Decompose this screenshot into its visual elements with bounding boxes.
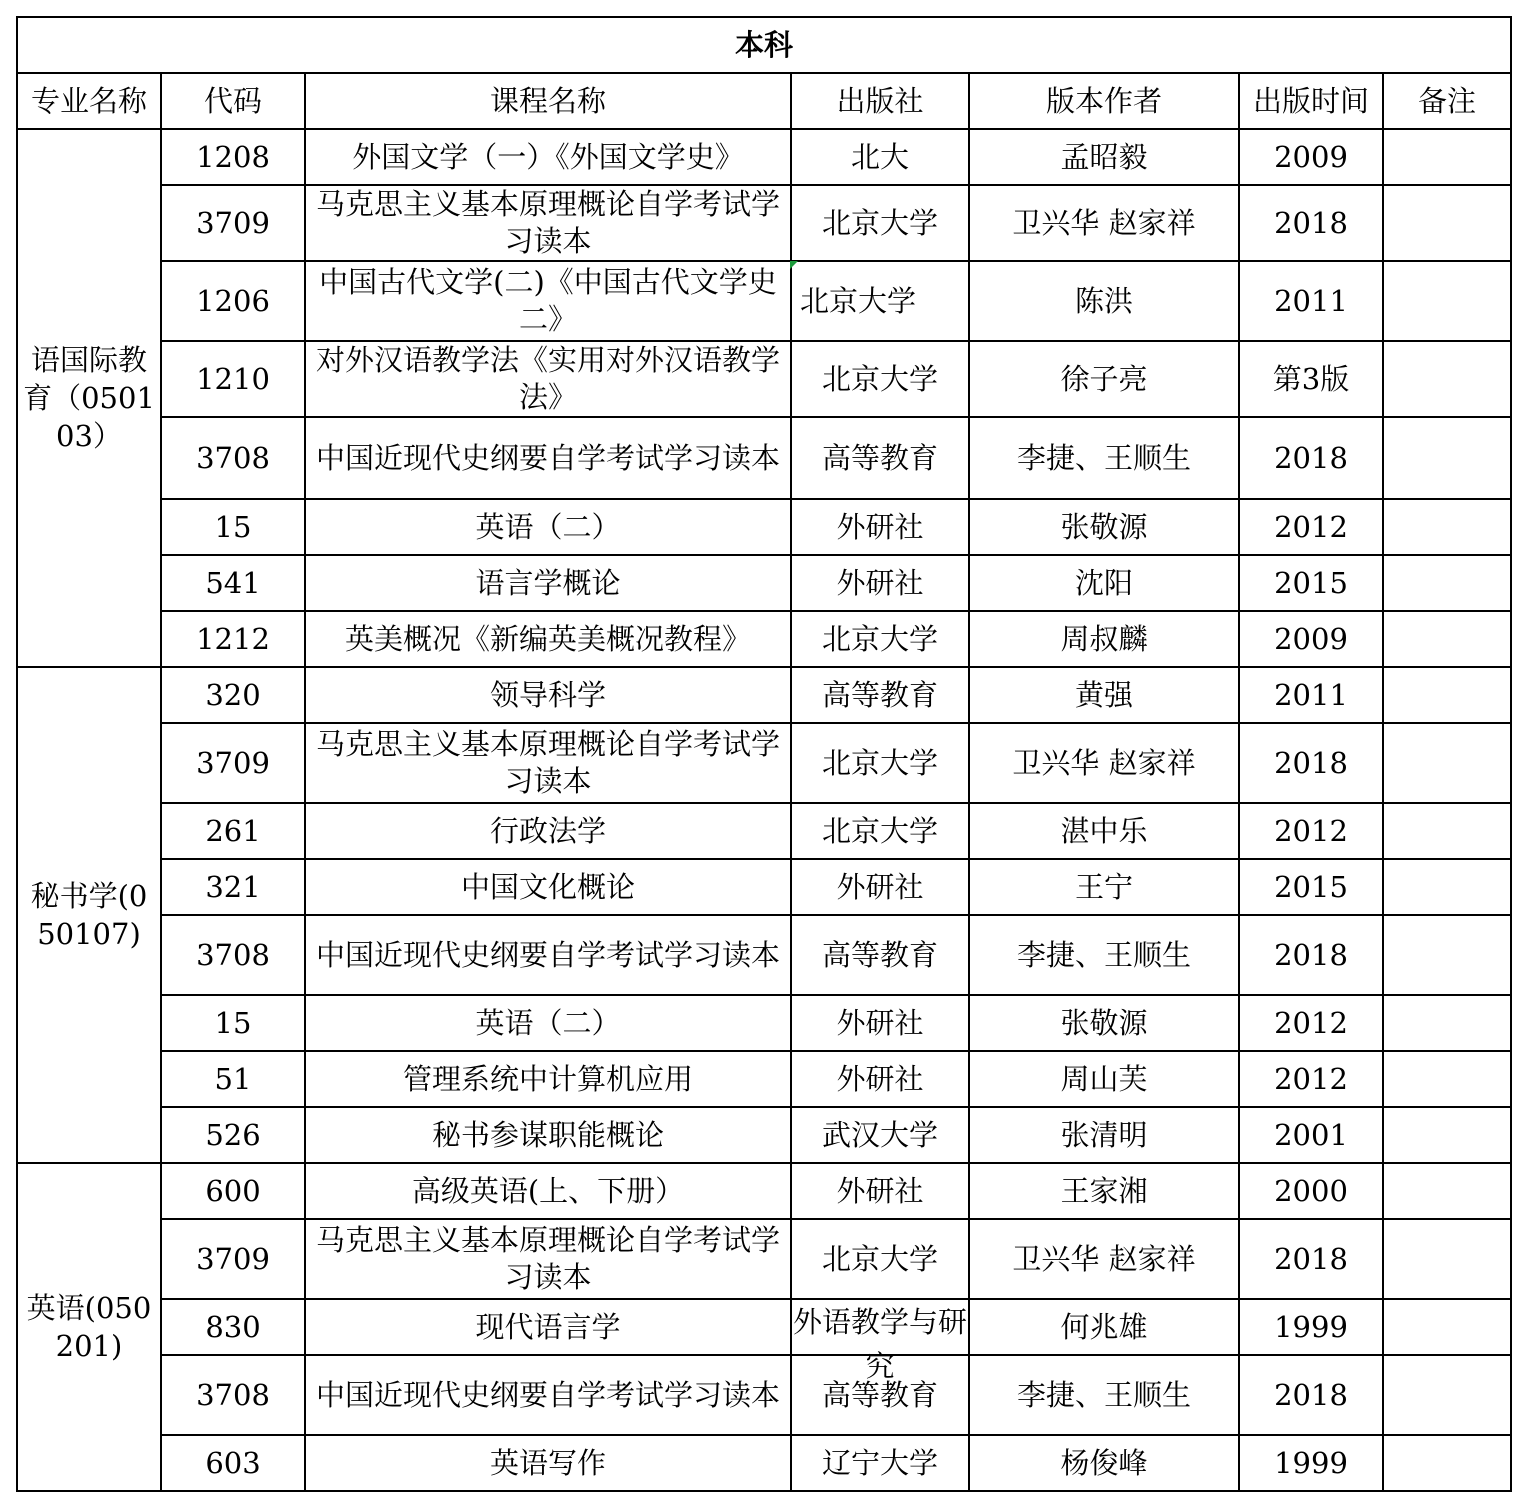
course-cell: 行政法学	[305, 803, 791, 859]
table-row	[17, 417, 1511, 499]
table-row	[17, 803, 1511, 859]
code-cell: 1206	[161, 261, 305, 341]
year-cell: 2012	[1239, 499, 1383, 555]
publisher-cell: 辽宁大学	[791, 1435, 969, 1491]
table-row	[17, 185, 1511, 261]
note-cell	[1383, 185, 1511, 261]
course-cell: 对外汉语教学法《实用对外汉语教学法》	[305, 341, 791, 417]
year-cell: 2018	[1239, 1355, 1383, 1435]
note-cell	[1383, 341, 1511, 417]
year-cell: 2015	[1239, 555, 1383, 611]
code-cell: 15	[161, 995, 305, 1051]
publisher-cell: 北京大学	[791, 341, 969, 417]
major-name-cell: 秘书学(050107)	[17, 667, 161, 1163]
course-cell: 高级英语(上、下册）	[305, 1163, 791, 1219]
author-cell: 李捷、王顺生	[969, 417, 1239, 499]
course-cell: 中国近现代史纲要自学考试学习读本	[305, 1355, 791, 1435]
publisher-cell: 外研社	[791, 859, 969, 915]
header-author: 版本作者	[969, 73, 1239, 129]
header-major: 专业名称	[17, 73, 161, 129]
code-cell: 3709	[161, 185, 305, 261]
course-cell: 现代语言学	[305, 1299, 791, 1355]
author-cell: 卫兴华 赵家祥	[969, 1219, 1239, 1299]
title-row	[17, 17, 1511, 73]
year-cell: 第3版	[1239, 341, 1383, 417]
year-cell: 2011	[1239, 667, 1383, 723]
year-cell: 2012	[1239, 1051, 1383, 1107]
author-cell: 陈洪	[969, 261, 1239, 341]
code-cell: 3708	[161, 1355, 305, 1435]
code-cell: 603	[161, 1435, 305, 1491]
code-cell: 15	[161, 499, 305, 555]
author-cell: 周山芙	[969, 1051, 1239, 1107]
year-cell: 2000	[1239, 1163, 1383, 1219]
code-cell: 3709	[161, 1219, 305, 1299]
code-cell: 3709	[161, 723, 305, 803]
note-cell	[1383, 1107, 1511, 1163]
table-title: 本科	[17, 17, 1511, 73]
table-row	[17, 499, 1511, 555]
note-cell	[1383, 667, 1511, 723]
table-row	[17, 1107, 1511, 1163]
author-cell: 杨俊峰	[969, 1435, 1239, 1491]
header-code: 代码	[161, 73, 305, 129]
author-cell: 黄强	[969, 667, 1239, 723]
note-cell	[1383, 915, 1511, 995]
cell-comment-marker	[790, 261, 798, 269]
note-cell	[1383, 611, 1511, 667]
year-cell: 1999	[1239, 1435, 1383, 1491]
note-cell	[1383, 1299, 1511, 1355]
table-row	[17, 341, 1511, 417]
course-cell: 语言学概论	[305, 555, 791, 611]
header-note: 备注	[1383, 73, 1511, 129]
course-cell: 马克思主义基本原理概论自学考试学习读本	[305, 1219, 791, 1299]
author-cell: 湛中乐	[969, 803, 1239, 859]
author-cell: 徐子亮	[969, 341, 1239, 417]
course-cell: 管理系统中计算机应用	[305, 1051, 791, 1107]
note-cell	[1383, 499, 1511, 555]
code-cell: 1210	[161, 341, 305, 417]
table-row	[17, 1163, 1511, 1219]
publisher-cell: 高等教育	[791, 1355, 969, 1435]
note-cell	[1383, 555, 1511, 611]
publisher-cell: 北京大学	[791, 803, 969, 859]
code-cell: 3708	[161, 417, 305, 499]
publisher-cell: 外研社	[791, 555, 969, 611]
author-cell: 张清明	[969, 1107, 1239, 1163]
table-row	[17, 1051, 1511, 1107]
author-cell: 李捷、王顺生	[969, 1355, 1239, 1435]
table-row	[17, 1355, 1511, 1435]
code-cell: 541	[161, 555, 305, 611]
author-cell: 张敬源	[969, 995, 1239, 1051]
course-cell: 英语（二）	[305, 995, 791, 1051]
table-row	[17, 1435, 1511, 1491]
author-cell: 孟昭毅	[969, 129, 1239, 185]
author-cell: 沈阳	[969, 555, 1239, 611]
note-cell	[1383, 129, 1511, 185]
note-cell	[1383, 261, 1511, 341]
year-cell: 2018	[1239, 185, 1383, 261]
publisher-cell: 北京大学	[791, 261, 969, 341]
note-cell	[1383, 995, 1511, 1051]
year-cell: 2009	[1239, 129, 1383, 185]
header-course: 课程名称	[305, 73, 791, 129]
year-cell: 2018	[1239, 417, 1383, 499]
author-cell: 李捷、王顺生	[969, 915, 1239, 995]
table-row	[17, 667, 1511, 723]
course-cell: 中国近现代史纲要自学考试学习读本	[305, 417, 791, 499]
year-cell: 2018	[1239, 723, 1383, 803]
code-cell: 261	[161, 803, 305, 859]
year-cell: 2012	[1239, 803, 1383, 859]
note-cell	[1383, 1219, 1511, 1299]
publisher-cell: 北京大学	[791, 723, 969, 803]
table-row	[17, 261, 1511, 341]
table-row	[17, 611, 1511, 667]
note-cell	[1383, 1355, 1511, 1435]
table-row	[17, 723, 1511, 803]
publisher-text: 外语教学与研究	[792, 1305, 967, 1383]
major-name-cell: 语国际教育（050103）	[17, 129, 161, 667]
header-row	[17, 73, 1511, 129]
publisher-cell: 北京大学	[791, 611, 969, 667]
header-publisher: 出版社	[791, 73, 969, 129]
author-cell: 卫兴华 赵家祥	[969, 723, 1239, 803]
year-cell: 2012	[1239, 995, 1383, 1051]
publisher-cell: 外研社	[791, 1051, 969, 1107]
publisher-cell: 外研社	[791, 499, 969, 555]
course-cell: 英语（二）	[305, 499, 791, 555]
publisher-cell: 北大	[791, 129, 969, 185]
author-cell: 王家湘	[969, 1163, 1239, 1219]
year-cell: 2018	[1239, 1219, 1383, 1299]
author-cell: 周叔麟	[969, 611, 1239, 667]
author-cell: 王宁	[969, 859, 1239, 915]
year-cell: 2011	[1239, 261, 1383, 341]
code-cell: 1208	[161, 129, 305, 185]
course-cell: 马克思主义基本原理概论自学考试学习读本	[305, 723, 791, 803]
publisher-cell: 武汉大学	[791, 1107, 969, 1163]
code-cell: 600	[161, 1163, 305, 1219]
code-cell: 320	[161, 667, 305, 723]
course-cell: 马克思主义基本原理概论自学考试学习读本	[305, 185, 791, 261]
author-cell: 何兆雄	[969, 1299, 1239, 1355]
major-name-cell: 英语(050201)	[17, 1163, 161, 1491]
course-cell: 中国古代文学(二)《中国古代文学史二》	[305, 261, 791, 341]
course-cell: 中国近现代史纲要自学考试学习读本	[305, 915, 791, 995]
code-cell: 321	[161, 859, 305, 915]
table-row	[17, 995, 1511, 1051]
code-cell: 1212	[161, 611, 305, 667]
code-cell: 3708	[161, 915, 305, 995]
note-cell	[1383, 1051, 1511, 1107]
note-cell	[1383, 417, 1511, 499]
table-row	[17, 555, 1511, 611]
course-cell: 中国文化概论	[305, 859, 791, 915]
course-cell: 英语写作	[305, 1435, 791, 1491]
publisher-cell: 北京大学	[791, 1219, 969, 1299]
course-cell: 外国文学（一）《外国文学史》	[305, 129, 791, 185]
table-row	[17, 1299, 1511, 1355]
author-cell: 卫兴华 赵家祥	[969, 185, 1239, 261]
publisher-cell: 外研社	[791, 1163, 969, 1219]
note-cell	[1383, 859, 1511, 915]
year-cell: 2001	[1239, 1107, 1383, 1163]
year-cell: 2009	[1239, 611, 1383, 667]
year-cell: 2018	[1239, 915, 1383, 995]
table-row	[17, 129, 1511, 185]
code-cell: 526	[161, 1107, 305, 1163]
year-cell: 2015	[1239, 859, 1383, 915]
publisher-cell: 北京大学	[791, 185, 969, 261]
publisher-cell: 高等教育	[791, 417, 969, 499]
publisher-cell: 高等教育	[791, 667, 969, 723]
table-row	[17, 859, 1511, 915]
author-cell: 张敬源	[969, 499, 1239, 555]
header-year: 出版时间	[1239, 73, 1383, 129]
code-cell: 51	[161, 1051, 305, 1107]
publisher-cell: 外研社	[791, 995, 969, 1051]
table-row	[17, 915, 1511, 995]
year-cell: 1999	[1239, 1299, 1383, 1355]
note-cell	[1383, 723, 1511, 803]
course-table	[16, 16, 1512, 1492]
note-cell	[1383, 803, 1511, 859]
code-cell: 830	[161, 1299, 305, 1355]
publisher-cell: 高等教育	[791, 915, 969, 995]
note-cell	[1383, 1435, 1511, 1491]
publisher-cell	[791, 1299, 969, 1383]
table-row	[17, 1219, 1511, 1299]
course-cell: 英美概况《新编英美概况教程》	[305, 611, 791, 667]
course-cell: 领导科学	[305, 667, 791, 723]
note-cell	[1383, 1163, 1511, 1219]
course-cell: 秘书参谋职能概论	[305, 1107, 791, 1163]
